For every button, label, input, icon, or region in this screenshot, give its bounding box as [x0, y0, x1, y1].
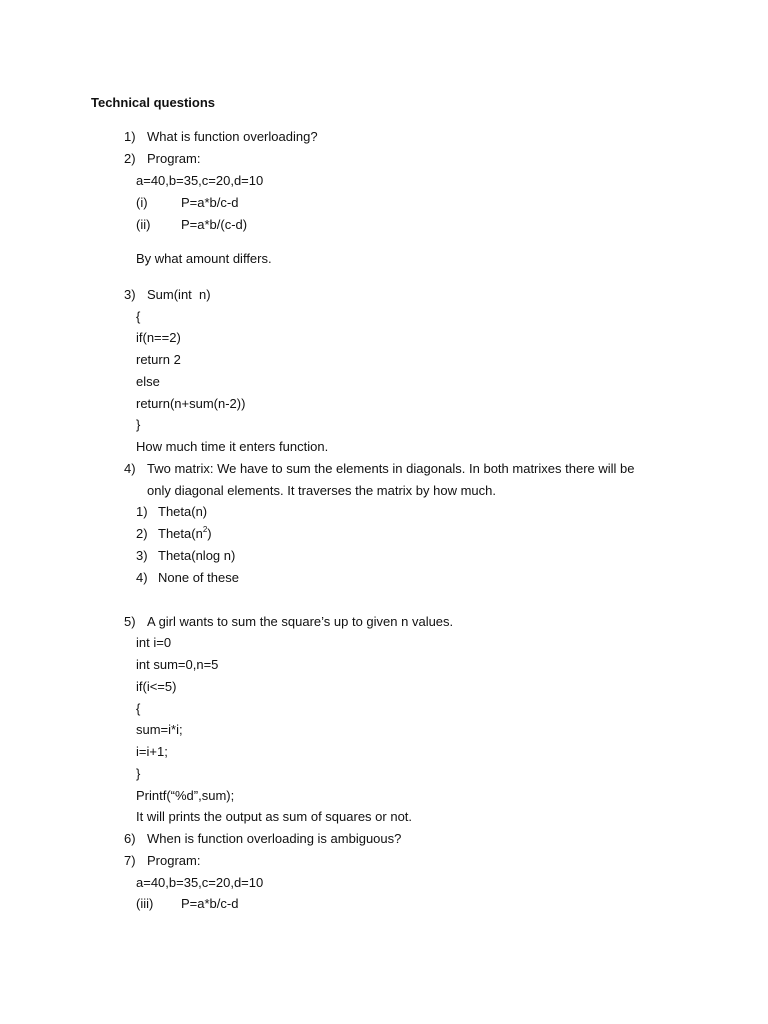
q7-option-expression: P=a*b/c-d: [181, 896, 239, 911]
q4-text: only diagonal elements. It traverses the matrix by how much.: [147, 483, 496, 498]
q3-number: 3): [124, 287, 136, 302]
q2-option-label: (i): [136, 195, 148, 210]
code-line: int i=0: [136, 635, 172, 650]
code-line: i=i+1;: [136, 744, 168, 759]
q4-option-text: Theta(n): [158, 504, 208, 519]
q3-text: Sum(int n): [147, 287, 211, 302]
q2-option-expression: P=a*b/c-d: [181, 195, 239, 210]
q1-number: 1): [124, 129, 136, 144]
q6-text: When is function overloading is ambiguous?: [147, 831, 402, 846]
q2-text: Program:: [147, 151, 201, 166]
code-line: if(i<=5): [136, 679, 177, 694]
q4-option-number: 2): [136, 526, 148, 541]
q4-option-number: 1): [136, 504, 148, 519]
q4-number: 4): [124, 461, 136, 476]
q2-option-expression: P=a*b/(c-d): [181, 217, 248, 232]
q4-text: Two matrix: We have to sum the elements in diagonals. In both matrixes there will be: [147, 461, 635, 476]
code-line: else: [136, 374, 160, 389]
q4-option-text-main: Theta(n: [158, 526, 203, 541]
q2-question: By what amount differs.: [136, 251, 272, 266]
code-line: {: [136, 309, 141, 324]
q7-option-label: (iii): [136, 896, 154, 911]
q2-values: a=40,b=35,c=20,d=10: [136, 173, 264, 188]
code-line: {: [136, 701, 141, 716]
q6-number: 6): [124, 831, 136, 846]
q4-option-number: 3): [136, 548, 148, 563]
q7-text: Program:: [147, 853, 201, 868]
code-line: }: [136, 417, 141, 432]
q7-values: a=40,b=35,c=20,d=10: [136, 875, 264, 890]
q5-text: A girl wants to sum the square’s up to given n values.: [147, 614, 454, 629]
code-line: if(n==2): [136, 330, 181, 345]
q4-option-text: Theta(nlog n): [158, 548, 236, 563]
code-line: int sum=0,n=5: [136, 657, 219, 672]
q2-number: 2): [124, 151, 136, 166]
q3-question: How much time it enters function.: [136, 439, 329, 454]
q2-option-label: (ii): [136, 217, 151, 232]
q4-option-text: None of these: [158, 570, 239, 585]
page-title: Technical questions: [91, 95, 216, 110]
q1-text: What is function overloading?: [147, 129, 318, 144]
q7-number: 7): [124, 853, 136, 868]
q4-option-text: [158, 525, 212, 543]
superscript: 2: [202, 524, 208, 534]
code-line: Printf(“%d”,sum);: [136, 788, 235, 803]
code-line: return 2: [136, 352, 181, 367]
q5-question: It will prints the output as sum of squares or not.: [136, 809, 413, 824]
code-line: return(n+sum(n-2)): [136, 396, 246, 411]
code-line: sum=i*i;: [136, 722, 183, 737]
q5-number: 5): [124, 614, 136, 629]
q4-option-number: 4): [136, 570, 148, 585]
code-line: }: [136, 766, 141, 781]
q4-option-text-suffix: ): [207, 526, 212, 541]
